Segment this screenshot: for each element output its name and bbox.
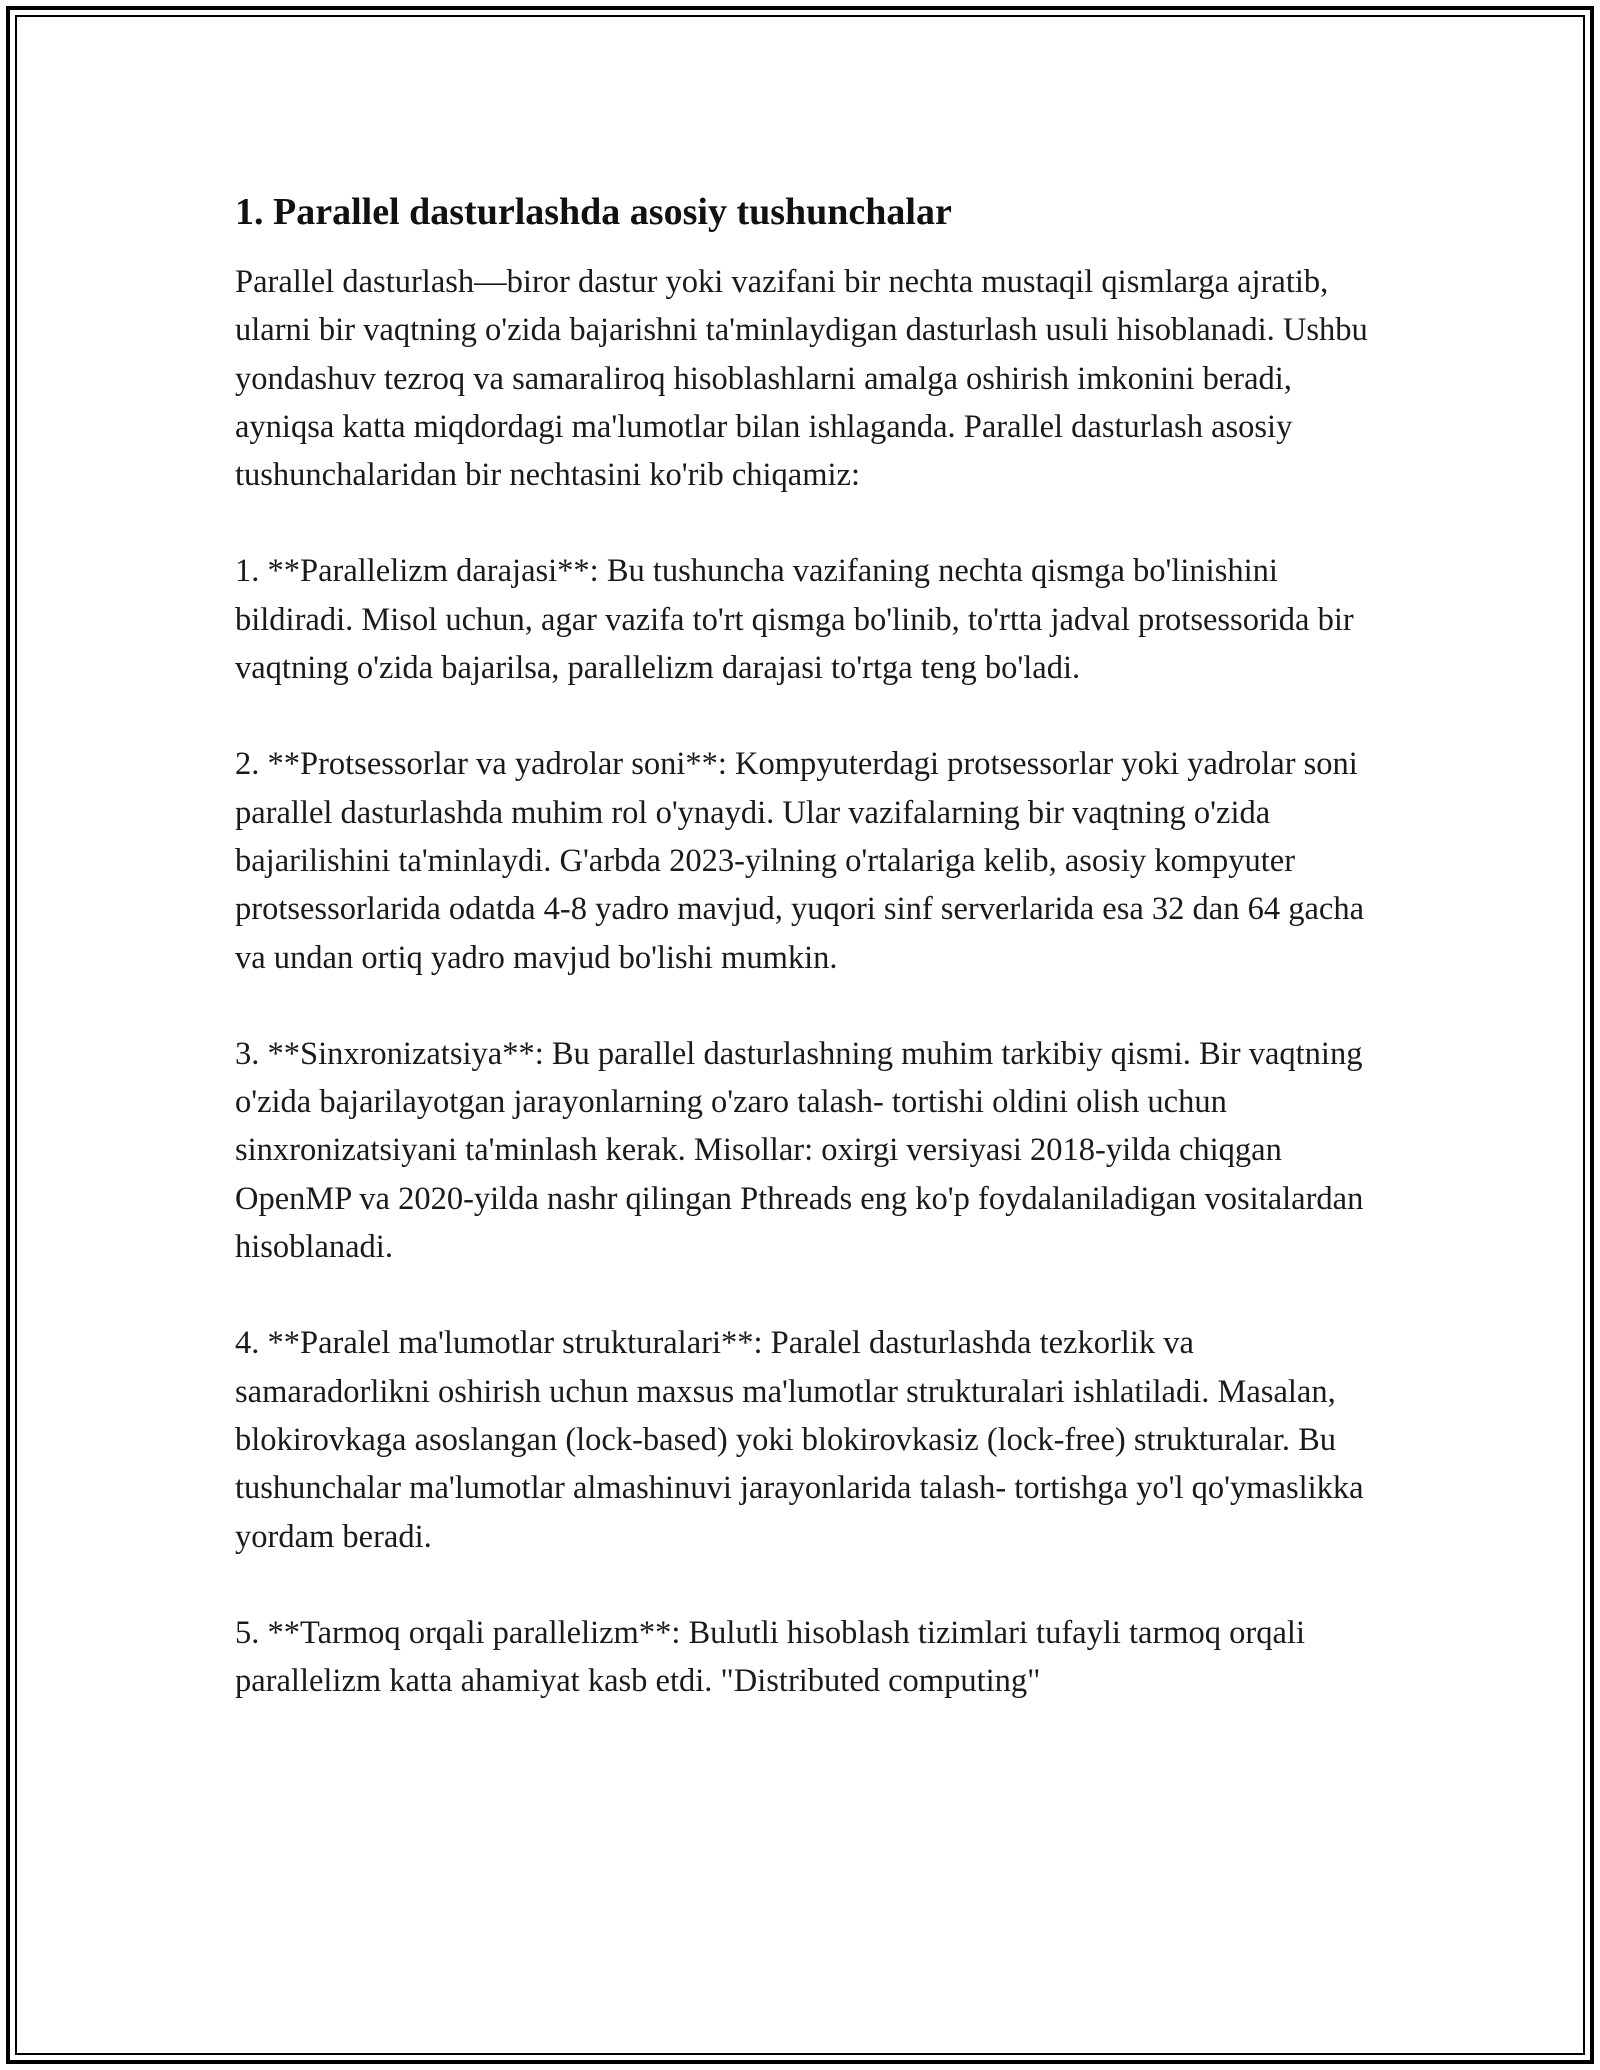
document-body xyxy=(235,188,1375,1753)
paragraph-synchronization: 3. **Sinxronizatsiya**: Bu parallel dasturlashning muhim tarkibiy qismi. Bir vaqtning o'zida bajarilayotgan jarayonlarning o'zaro talash- tortishi oldini olish uchun sinxronizatsiyani ta'minlash kerak. Misollar: oxirgi versiyasi 2018-yilda chiqgan OpenMP va 2020-yilda nashr qilingan Pthreads eng ko'p foydalaniladigan vositalardan hisoblanadi. xyxy=(235,1035,1364,1266)
paragraph-parallelism-degree: 1. **Parallelizm darajasi**: Bu tushuncha vazifaning nechta qismga bo'linishini bildiradi. Misol uchun, agar vazifa to'rt qismga bo'linib, to'rtta jadval protsessorida bir vaqtning o'zida bajarilsa, parallelizm darajasi to'rtga teng bo'ladi. xyxy=(235,553,1354,687)
paragraph-network-parallelism: 5. **Tarmoq orqali parallelizm**: Bulutli hisoblash tizimlari tufayli tarmoq orqali parallelizm katta ahamiyat kasb etdi. "Distributed computing" xyxy=(235,1614,1305,1700)
section-heading: 1. Parallel dasturlashda asosiy tushunchalar xyxy=(235,191,952,233)
paragraph-data-structures: 4. **Paralel ma'lumotlar strukturalari**: Paralel dasturlashda tezkorlik va samaradorlikni oshirish uchun maxsus ma'lumotlar strukturalari ishlatiladi. Masalan, blokirovkaga asoslangan (lock-based) yoki blokirovkasiz (lock-free) strukturalar. Bu tushunchalar ma'lumotlar almashinuvi jarayonlarida talash- tortishga yo'l qo'ymaslikka yordam beradi. xyxy=(235,1325,1364,1555)
paragraph-processors-cores: 2. **Protsessorlar va yadrolar soni**: Kompyuterdagi protsessorlar yoki yadrolar soni parallel dasturlashda muhim rol o'ynaydi. Ular vazifalarning bir vaqtning o'zida bajarilishini ta'minlaydi. G'arbda 2023-yilning o'rtalariga kelib, asosiy kompyuter protsessorlarida odatda 4-8 yadro mavjud, yuqori sinf serverlarida esa 32 dan 64 gacha va undan ortiq yadro mavjud bo'lishi mumkin. xyxy=(235,746,1365,976)
intro-paragraph: Parallel dasturlash—biror dastur yoki vazifani bir nechta mustaqil qismlarga ajratib, ularni bir vaqtning o'zida bajarishni ta'minlaydigan dasturlash usuli hisoblanadi. Ushbu yondashuv tezroq va samaraliroq hisoblashlarni amalga oshirish imkonini beradi, ayniqsa katta miqdordagi ma'lumotlar bilan ishlaganda. Parallel dasturlash asosiy tushunchalaridan bir nechtasini ko'rib chiqamiz: xyxy=(235,264,1368,494)
